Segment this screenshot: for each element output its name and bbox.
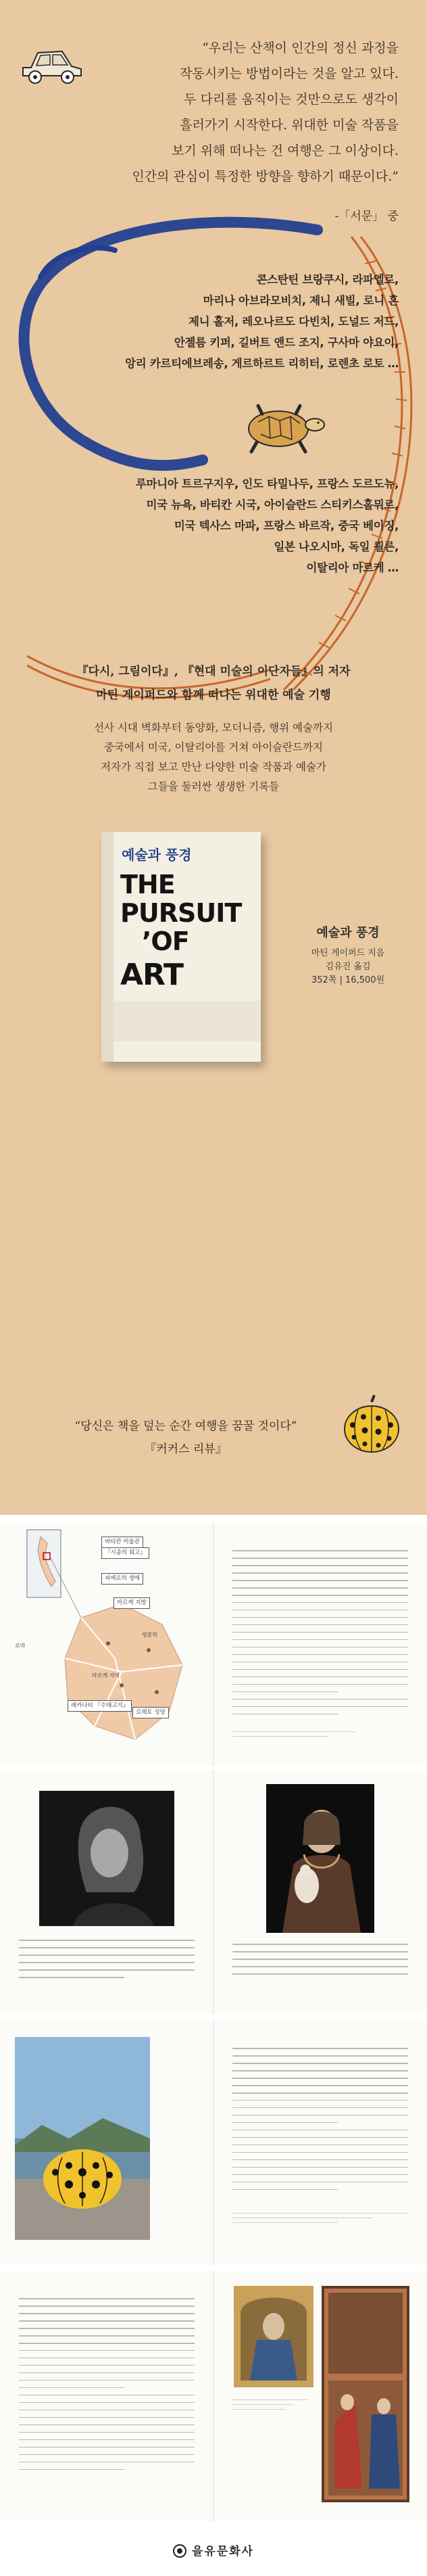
map-place-label: 영혼학 — [142, 1632, 158, 1638]
region-map — [0, 1523, 214, 1766]
portrait-photo — [39, 1791, 174, 1926]
cover-title-en: ’OF — [142, 927, 189, 956]
cover-title-en: THE — [120, 870, 175, 899]
map-place-label: 로마 — [15, 1643, 26, 1649]
location-line: 루마니아 트르구지우, 인도 타밀나두, 프랑스 도르도뉴, — [135, 477, 399, 490]
map-callout: 바티칸 미술관 — [101, 1537, 143, 1548]
footnotes — [232, 1731, 408, 1741]
description-line: 중국에서 미국, 이탈리아를 거쳐 아이슬란드까지 — [103, 741, 324, 753]
map-place-label: 마르케 지역 — [92, 1672, 120, 1679]
headline-author: 『다시, 그림이다』, 『현대 미술의 이단자들』의 저자 — [76, 665, 351, 678]
map-callout: 피에로의 생애 — [101, 1573, 143, 1585]
painting-lady-with-ermine — [266, 1784, 374, 1933]
location-line: 미국 뉴욕, 바티칸 시국, 아이슬란드 스티키스홀뮈르, — [146, 498, 399, 511]
book-price: 352쪽 | 16,500원 — [311, 975, 385, 985]
photo-yellow-pumpkin — [15, 2037, 150, 2240]
book-title: 예술과 풍경 — [316, 926, 380, 940]
book-page-left — [0, 2021, 214, 2264]
car-illustration-icon — [18, 41, 85, 88]
book-spread — [0, 2021, 427, 2264]
book-page-left — [0, 1523, 214, 1766]
book-spread — [0, 2271, 427, 2521]
page-text — [232, 1550, 408, 1721]
quote-source: -「서문」 중 — [334, 210, 399, 223]
quote-line: 작동시키는 방법이라는 것을 알고 있다. — [180, 66, 399, 81]
publisher-name: 을유문화사 — [191, 2545, 255, 2558]
painting-altarpiece — [234, 2286, 313, 2387]
description-line: 저자가 직접 보고 만난 다양한 미술 작품과 예술가 — [101, 761, 326, 773]
description-line: 그들을 둘러싼 생생한 기록들 — [147, 780, 280, 793]
page-text — [232, 2048, 408, 2197]
quote-line: 인간의 관심이 특정한 방향을 향하기 때문이다.” — [132, 169, 399, 184]
location-line: 일본 나오시마, 독일 쾰른, — [274, 540, 399, 553]
cover-title-en: PURSUIT — [120, 898, 242, 928]
book-info — [291, 923, 405, 987]
review-source: 『커커스 리뷰』 — [145, 1443, 227, 1456]
book-page-right — [214, 1771, 427, 2014]
book-page-left — [0, 2271, 214, 2521]
quote-line: “우리는 산책이 인간의 정신 과정을 — [202, 41, 399, 55]
headline-tagline: 마틴 게이퍼드와 함께 떠나는 위대한 예술 기행 — [96, 688, 331, 702]
book-page-left — [0, 1771, 214, 2014]
location-list — [108, 473, 399, 578]
page-text — [232, 1944, 408, 1981]
book-description — [47, 718, 380, 797]
publisher-footer — [0, 2525, 427, 2576]
book-spread — [0, 1771, 427, 2014]
cover-blurb-band — [101, 1001, 261, 1041]
map-callout: 레카나티 『수태고지』 — [68, 1700, 132, 1712]
review-quote — [41, 1415, 331, 1461]
book-page-right — [214, 2021, 427, 2264]
description-line: 선사 시대 벽화부터 동양화, 모더니즘, 행위 예술까지 — [94, 722, 333, 734]
turtle-illustration-icon — [230, 398, 331, 459]
footnotes — [232, 2213, 408, 2227]
page-text — [19, 1940, 195, 1984]
book-spread — [0, 1523, 427, 1766]
polka-dot-pumpkin-icon — [338, 1390, 405, 1457]
location-line: 미국 텍사스 마파, 프랑스 바르작, 중국 베이징, — [174, 519, 399, 532]
page-text — [19, 2298, 195, 2477]
cover-title-en: ART — [120, 958, 183, 992]
map-callout: 로레토 성당 — [132, 1707, 169, 1718]
artist-line: 안젤름 키퍼, 길버트 앤드 조지, 구사마 야요이, — [174, 336, 399, 349]
publisher-mark-icon — [173, 2544, 186, 2558]
image-caption — [232, 2399, 308, 2414]
map-callout: 마르케 지방 — [114, 1597, 150, 1609]
intro-quote — [101, 35, 399, 189]
cover-title-kr: 예술과 풍경 — [122, 847, 192, 863]
book-page-right — [214, 1523, 427, 1766]
quote-line: 두 다리를 움직이는 것만으로도 생각이 — [184, 92, 399, 107]
book-author: 마틴 게이퍼드 지음 — [311, 948, 385, 958]
book-translator: 김유진 옮김 — [325, 962, 371, 972]
location-line: 이탈리아 마르케 … — [306, 561, 399, 574]
quote-line: 보기 위해 떠나는 건 여행은 그 이상이다. — [172, 143, 399, 158]
artist-line: 마리나 아브라모비치, 제니 새빌, 로니 혼 — [203, 294, 399, 307]
artist-list — [108, 269, 399, 374]
artist-line: 제니 홀저, 레오나르도 다빈치, 도널드 저드, — [189, 315, 399, 328]
quote-line: 흘러가기 시작한다. 위대한 미술 작품을 — [180, 118, 399, 133]
review-text: “당신은 책을 덮는 순간 여행을 꿈꿀 것이다” — [74, 1420, 297, 1433]
publisher-logo — [0, 2542, 427, 2558]
book-page-right — [214, 2271, 427, 2521]
artist-line: 콘스탄틴 브랑쿠시, 라파엘로, — [256, 273, 399, 286]
painting-annunciation — [322, 2286, 409, 2502]
map-callout: 『시종의 회고』 — [101, 1547, 149, 1559]
book-cover — [101, 832, 261, 1062]
artist-line: 앙리 카르티에브레송, 게르하르트 리히터, 로렌초 로토 … — [125, 357, 399, 370]
